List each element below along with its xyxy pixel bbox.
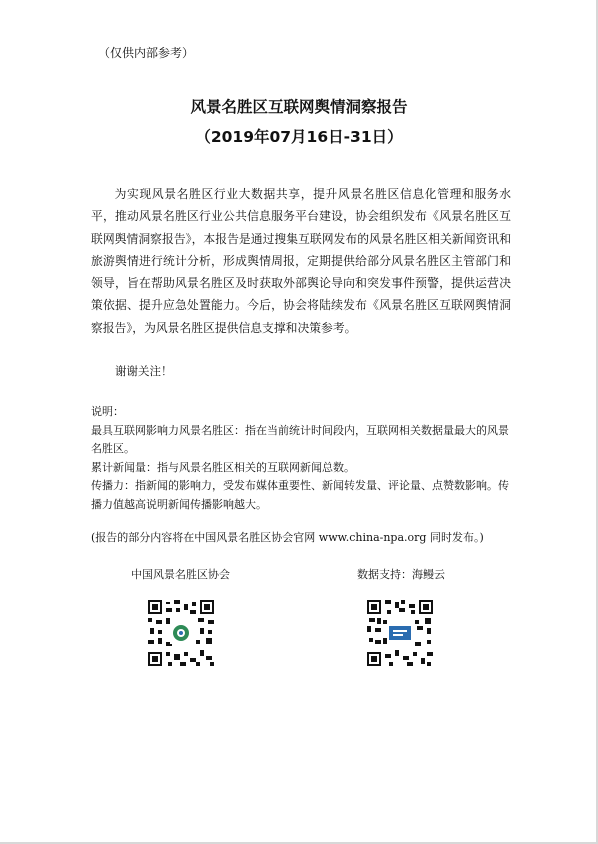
- intro-paragraph: 为实现风景名胜区行业大数据共享，提升风景名胜区信息化管理和服务水平，推动风景名胜区行业公共信息服务平台建设，协会组织发布《风景名胜区互联网舆情洞察报告》，本报告是通过搜集互联网发布的风景名胜区相关新闻资讯和旅游舆情进行统计分析，形成舆情周报，定期提供给部分风景名胜区主管部门和领导，旨在帮助风景名胜区及时获取外部舆论导向和突发事件预警，提供运营决策依据、提升应急处置能力。今后，协会将陆续发布《风景名胜区互联网舆情洞察报告》，为风景名胜区提供信息支撑和决策参考。: [91, 187, 511, 335]
- explanation-section: [91, 403, 511, 515]
- explanation-heading: 说明：: [91, 405, 124, 418]
- data-support-qr-code[interactable]: [367, 600, 433, 666]
- publish-note: (报告的部分内容将在中国风景名胜区协会官网 www.china-npa.org 同时发布。): [91, 531, 484, 544]
- qr-code-icon: [367, 600, 433, 666]
- data-support-label: 数据支持：海鳗云: [357, 568, 445, 581]
- explanation-item: 传播力：指新闻的影响力，受发布媒体重要性、新闻转发量、评论量、点赞数影响。传播力值越高说明新闻传播影响越大。: [91, 479, 509, 511]
- explanation-item: 累计新闻量：指与风景名胜区相关的互联网新闻总数。: [91, 460, 355, 474]
- report-date-range: （2019年07月16日-31日）: [195, 128, 403, 146]
- association-label: 中国风景名胜区协会: [131, 568, 230, 581]
- report-title: 风景名胜区互联网舆情洞察报告: [190, 98, 408, 116]
- thanks-text: 谢谢关注！: [115, 364, 173, 378]
- association-qr-code[interactable]: [148, 600, 214, 666]
- qr-code-icon: [148, 600, 214, 666]
- explanation-item: 最具互联网影响力风景名胜区：指在当前统计时间段内，互联网相关数据量最大的风景名胜区。: [91, 423, 509, 456]
- internal-reference-note: （仅供内部参考）: [98, 46, 195, 60]
